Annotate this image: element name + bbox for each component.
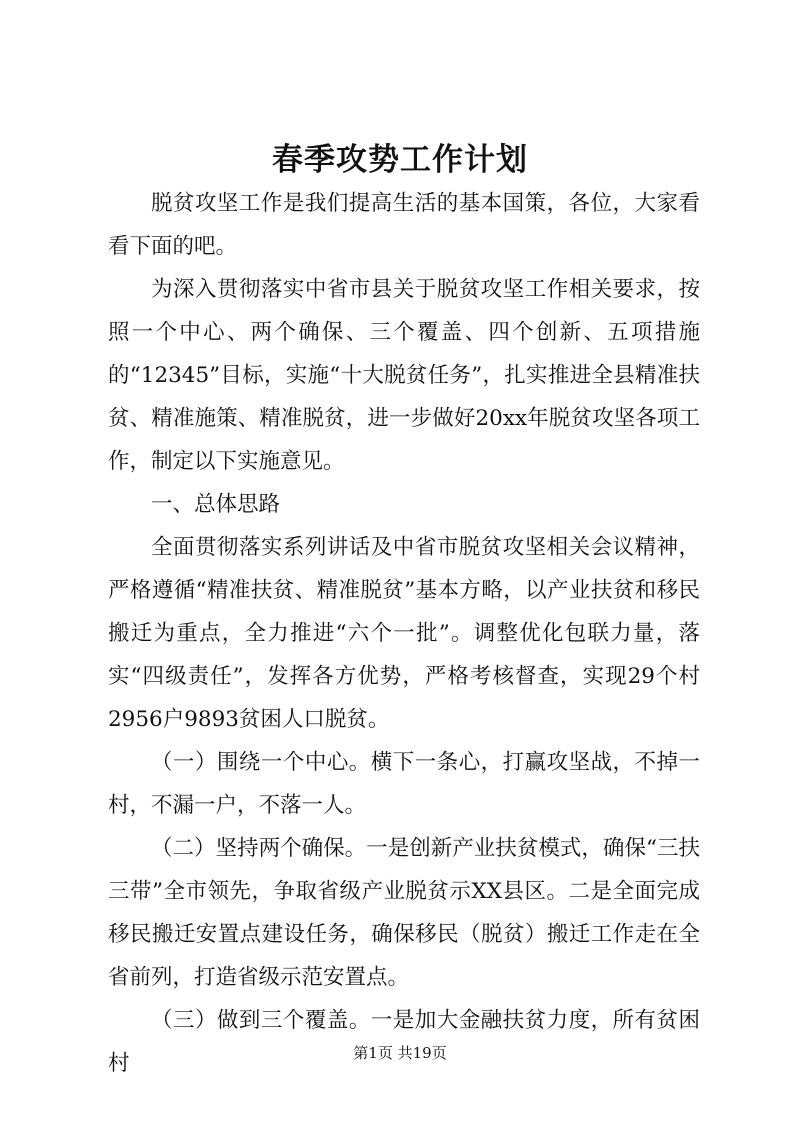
page-footer: 第1页 共19页: [353, 1044, 447, 1062]
paragraph-purpose: 为深入贯彻落实中省市县关于脱贫攻坚工作相关要求，按照一个中心、两个确保、三个覆盖、四个创新、五项措施的“12345”目标，实施“十大脱贫任务”，扎实推进全县精准扶贫、精准施策、精准脱贫，进一步做好20xx年脱贫攻坚各项工作，制定以下实施意见。: [108, 277, 700, 474]
document-body: [108, 182, 700, 1085]
paragraph-overall-approach: 全面贯彻落实系列讲话及中省市脱贫攻坚相关会议精神，严格遵循“精准扶贫、精准脱贫”基本方略，以产业扶贫和移民搬迁为重点，全力推进“六个一批”。调整优化包联力量，落实“四级责任”，发挥各方优势，严格考核督查，实现29个村2956户9893贫困人口脱贫。: [108, 535, 700, 732]
paragraph-item-2: （二）坚持两个确保。一是创新产业扶贫模式，确保“三扶三带”全市领先，争取省级产业脱贫示XX县区。二是全面完成移民搬迁安置点建设任务，确保移民（脱贫）搬迁工作走在全省前列，打造省级示范安置点。: [108, 836, 700, 990]
paragraph-item-1: （一）围绕一个中心。横下一条心，打赢攻坚战，不掉一村，不漏一户，不落一人。: [108, 750, 700, 818]
paragraph-intro: 脱贫攻坚工作是我们提高生活的基本国策，各位，大家看看下面的吧。: [108, 191, 700, 259]
paragraph-item-3: （三）做到三个覆盖。一是加大金融扶贫力度，所有贫困村: [108, 1008, 700, 1076]
document-title: 春季攻势工作计划: [272, 142, 528, 178]
section-heading-overall-approach: 一、总体思路: [151, 492, 281, 517]
